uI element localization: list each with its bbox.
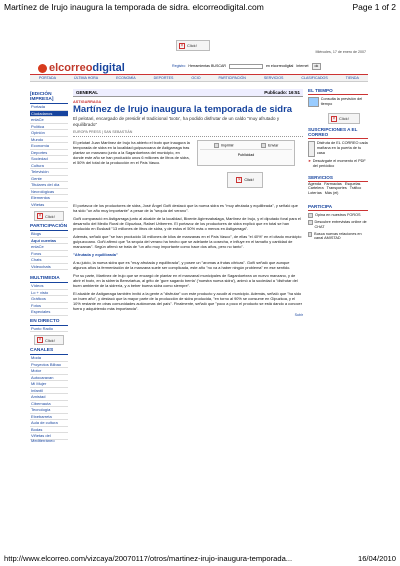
section-label: GENERAL (76, 90, 99, 95)
register-link[interactable]: Registro (172, 64, 186, 68)
service-link[interactable]: Farmacias (324, 181, 342, 186)
sidebar-item[interactable]: Autocaravan (30, 375, 68, 382)
sidebar-item[interactable]: enlaCe (30, 117, 68, 124)
services-list (308, 182, 368, 196)
sidebar-item[interactable]: Sociedad (30, 156, 68, 163)
article-paragraph: Goñi comparació en Astigarraga junto al alcalde de la localidad, Bixente Agirrezabalaga, Martínez de Irujo, y el diputado foral para el desarrollo del Medio Rural de Gipuzkoa, Rafael Uriberren. El portavoz de los productores de sidra explicó que en total se han producido en Euskadi "13 millones de litros de sidra, y de estos el 50% más o menos en Astigarraga". (73, 216, 301, 232)
participa-item[interactable]: Busca nuevas relaciones en canal AMISTAD (308, 232, 368, 242)
sidebar-item-active[interactable]: Ciudadanos (30, 111, 68, 118)
sidebar-item[interactable]: Aquí cuentas (30, 238, 68, 245)
sidebar-item[interactable]: Etxebarreta (30, 414, 68, 421)
sidebar-item[interactable]: Economía (30, 143, 68, 150)
chat-icon (308, 220, 313, 225)
mail-icon (261, 143, 266, 148)
subscriptions-link[interactable]: Disfruta de EL CORREO cada mañana en la puerta de tu casa (316, 141, 368, 155)
sidebar-item[interactable]: Mundo (30, 137, 68, 144)
article-title: Martínez de Irujo inaugura la temporada de sidra (73, 104, 293, 115)
article-source: EUROPA PRESS | SAN SEBASTIÁN (73, 130, 303, 137)
heart-icon (308, 232, 312, 237)
broken-image-icon: × (332, 115, 336, 122)
sidebar-item[interactable]: Bodas (30, 427, 68, 434)
sidebar-item[interactable]: Televisión (30, 169, 68, 176)
article-paragraph: Además, señaló que "se han producido 16 millones de kilos de manzanas en el País Vasco", de ellas "el 40%" en el citado municipio guipuzcoano. Goñi afirmó que "la sequía del verano ha hecho que se adelante la cosecha, e influye en el tamaño y cantidad de manzanas". Según afirmó se trata de "un año muy importante como hace dos años, pero no tanto". (73, 234, 302, 250)
right-ad[interactable]: × Click! (328, 113, 360, 124)
ad-label: Publicidad (237, 153, 255, 158)
back-to-top-link[interactable]: Subir (294, 313, 303, 318)
search-label: Herramientas BUSCAR (188, 64, 226, 68)
nav-item[interactable]: TIENDA (345, 76, 359, 80)
sidebar-item[interactable]: enlaCe (30, 244, 68, 251)
nav-item[interactable]: ÚLTIMA HORA (74, 76, 99, 80)
sidebar-item[interactable]: Cibernauta (30, 401, 68, 408)
print-title: Martínez de Irujo inaugura la temporada de sidra. elcorreodigital.com (4, 2, 264, 12)
nav-item[interactable]: PORTADA (38, 76, 57, 80)
participa-heading: PARTICIPA (308, 204, 368, 211)
sidebar-item[interactable]: Gente (30, 176, 68, 183)
weather-heading: EL TIEMPO (308, 88, 368, 95)
search-area (172, 63, 321, 70)
forum-icon (308, 213, 313, 218)
nav-item[interactable]: OCIO (191, 76, 201, 80)
broken-image-icon: × (237, 177, 241, 184)
sidebar-heading-participacion: PARTICIPACIÓN (30, 224, 68, 229)
sidebar-item[interactable]: Mi Mujer (30, 381, 68, 388)
published-time: Publicado: 16:51 (264, 90, 300, 95)
sidebar-item[interactable]: Portada (30, 104, 68, 111)
sidebar-item[interactable]: Opinión (30, 130, 68, 137)
search-go-button[interactable]: ok (312, 63, 322, 70)
site-logo[interactable]: elcorreo digital (38, 62, 125, 74)
section-bar (73, 89, 303, 97)
sidebar-item[interactable]: Tecnología (30, 407, 68, 414)
print-header (0, 0, 400, 12)
nav-item[interactable]: PARTICIPACIÓN (218, 76, 246, 80)
arrow-icon: ► (308, 159, 312, 163)
sidebar-item[interactable]: Especiales (30, 309, 68, 316)
sidebar-item[interactable]: Foros (30, 251, 68, 258)
article-subtitle: El pelotari, encargado de presidir el tradicional 'txotx', ha podido disfrutar de un caldo "muy afrutado y equilibrado" (73, 116, 280, 127)
article-tools (197, 140, 295, 166)
nav-item[interactable]: DEPORTES (153, 76, 174, 80)
sidebar-item[interactable]: Viñetas del Mediterráneo (30, 433, 68, 440)
sidebar-item[interactable]: Política (30, 124, 68, 131)
nav-item[interactable]: ECONOMÍA (116, 76, 136, 80)
sidebar-item[interactable]: Cultura (30, 163, 68, 170)
article-paragraph: El alcalde de Astigarraga también invitó a la gente a "disfrutar" con este producto y acudir al municipio. Además, señaló que "ha sido un buen año", y destacó que la mayor parte de la producción de sidra producida, "en torno al 90% se consume en Gipuzkoa, y el 10% restante en otras comunidades autónomas del país". Finalmente, señaló que "poco a poco el producto se está dando a conocer fuera y adquiriendo más importancia". (73, 291, 302, 312)
print-footer (0, 552, 400, 566)
sidebar-ad[interactable]: × Click! (34, 335, 64, 345)
search-input[interactable] (229, 64, 263, 69)
email-button[interactable]: Enviar (261, 143, 278, 148)
right-sidebar (308, 85, 368, 241)
sidebar-item[interactable]: Deportes (30, 150, 68, 157)
newspaper-icon (308, 141, 315, 157)
article-paragraph: Por su parte, Martínez de Irujo que se encargó de plantar en el manzanal municipales de Sagardoetxea un nuevo manzano, y de abrir el txotx, en la sidrería Bereziartua, al grito de 'gure sagardo berria' ('nuestra nueva sidra'), animó a la sociedad a "disfrutar del buen ambiente de la sidrería, y a beber buena sidra como siempre". (73, 273, 298, 289)
participa-item[interactable]: Opina en nuestros FOROS (308, 213, 368, 218)
ad-click-label: Click! (187, 43, 197, 48)
pdf-link[interactable]: ► Descárgate el momento el PDF del periódico (308, 159, 366, 168)
sidebar-item[interactable]: Infantil (30, 388, 68, 395)
service-link[interactable]: Agenda (308, 181, 322, 186)
top-ad-banner[interactable] (176, 40, 210, 51)
sidebar-item[interactable]: Viñetas (30, 202, 68, 209)
sidebar-heading-multimedia: MULTIMEDIA (30, 275, 68, 283)
sidebar-item[interactable]: Blogs (30, 231, 68, 238)
sidebar-item[interactable]: Aula de cultura (30, 420, 68, 427)
article-kicker: ASTIGARRAGA (73, 100, 102, 104)
sidebar-item[interactable]: Gráficos (30, 296, 68, 303)
sidebar-item[interactable]: Lo + visto (30, 290, 68, 297)
weather-icon (308, 97, 319, 107)
service-link[interactable]: Esquelas (344, 181, 361, 186)
left-sidebar (30, 89, 68, 443)
broken-image-icon: × (38, 337, 42, 343)
services-heading: SERVICIOS (308, 175, 368, 182)
sidebar-item[interactable]: Chats (30, 257, 68, 264)
sidebar-item[interactable]: Proyectos Bilbao (30, 362, 68, 369)
service-link[interactable]: Loterías (308, 191, 322, 196)
sidebar-item[interactable]: Fotos (30, 303, 68, 310)
article-paragraph: A su juicio, la nueva sidra que es "muy afrutada y equilibrada", y posee un "aromas a frutas cítricas". Goñi señaló que aunque algunos años la fermentación de la manzana suele ser complicada, este año "no va a haber ningún problema" en ese sentido. (73, 260, 291, 271)
sidebar-heading-directo: EN DIRECTO (30, 318, 68, 326)
web-page (30, 14, 368, 540)
sidebar-heading-edicion: [EDICIÓN IMPRESA] (30, 91, 68, 104)
broken-image-icon: × (38, 213, 42, 219)
article-paragraph: El pelotari Juan Martínez de Irujo ha abierto el txotx que inaugura la temporada de sidra en la localidad guipuzcoana de Astigarraga tras plantar un manzano junto a la Sagardoetxea del municipio, en donde este año se han producido unos 6 millones de litros de sidra, el 50% del total de la producción en el País Vasco. (73, 140, 190, 166)
sidebar-item[interactable]: Amistad (30, 394, 68, 401)
article-subheading: "Afrutada y equilibrada" (73, 252, 118, 258)
service-link[interactable]: Tráfico (349, 186, 362, 191)
sidebar-item[interactable]: Moda (30, 355, 68, 362)
header-date: Miércoles, 17 de enero de 2007 (315, 50, 366, 54)
printer-icon (214, 143, 219, 148)
sidebar-ad[interactable]: × Click! (34, 211, 64, 221)
subscriptions-heading: SUSCRIPCIONES A EL CORREO (308, 127, 368, 139)
article-paragraph: El portavoz de los productores de sidra, José Ángel Goñi destacó que la nueva sidra es "muy afrutada y equilibrada", y señaló que ha sido "un año muy importante" a pesar de la "sequía del verano". (73, 203, 298, 214)
sidebar-item[interactable]: Titulares del día (30, 182, 68, 189)
broken-image-icon: × (180, 42, 184, 49)
nav-item[interactable]: SERVICIOS (263, 76, 284, 80)
sidebar-item[interactable]: Vídeos (30, 283, 68, 290)
print-page: Page 1 of 2 (352, 2, 396, 12)
sidebar-item[interactable]: Necrológicas (30, 189, 68, 196)
weather-link[interactable]: Consulta la previsión del tiempo (320, 97, 363, 106)
service-link[interactable]: Cartelera (308, 186, 324, 191)
service-link[interactable]: Transportes (326, 186, 347, 191)
print-url: http://www.elcorreo.com/vizcaya/20070117/otros/martinez-irujo-inaugura-temporada... (4, 554, 293, 563)
article-column (73, 89, 303, 318)
radio-site[interactable]: en elcorreodigital (265, 64, 294, 68)
sidebar-item[interactable]: Motor (30, 368, 68, 375)
service-link[interactable]: Más (el) (324, 191, 339, 196)
sidebar-item[interactable]: Elementos (30, 195, 68, 202)
article-ad[interactable]: × Click! (227, 172, 263, 188)
sidebar-item[interactable]: Videochats (30, 264, 68, 271)
participa-item[interactable]: Descubre entrevistas online de CHAT (308, 220, 368, 230)
sidebar-heading-canales: CANALES (30, 347, 68, 355)
print-button[interactable]: Imprimir (214, 143, 234, 148)
print-date: 16/04/2010 (357, 554, 396, 563)
nav-item[interactable]: CLASIFICADOS (301, 76, 328, 80)
logo-dot-icon (38, 64, 47, 73)
sidebar-item[interactable]: Punto Radio (30, 326, 68, 333)
main-nav (30, 74, 368, 82)
radio-internet[interactable]: Internet (296, 64, 309, 68)
